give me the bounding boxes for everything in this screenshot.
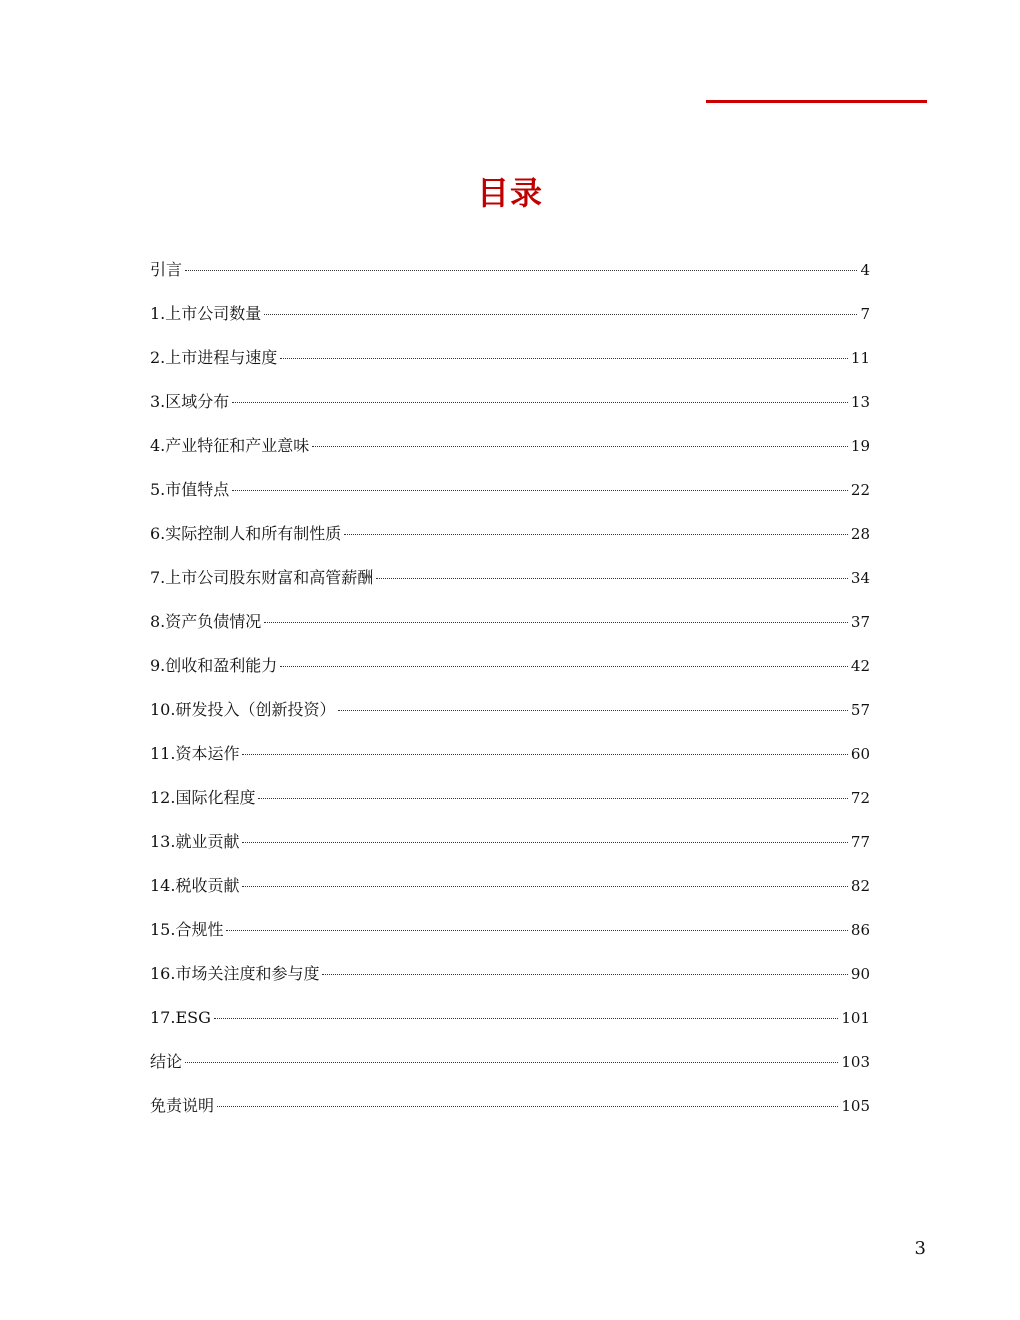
- toc-dot-leader: [264, 314, 857, 315]
- toc-dot-leader: [280, 358, 848, 359]
- toc-entry-page: 86: [850, 921, 870, 939]
- page-title: 目录: [476, 174, 543, 212]
- toc-entry-page: 103: [841, 1053, 870, 1071]
- toc-entry[interactable]: [150, 872, 870, 916]
- toc-dot-leader: [232, 402, 848, 403]
- toc-entry[interactable]: [150, 960, 870, 1004]
- toc-entry-page: 13: [850, 393, 870, 411]
- toc-entry[interactable]: [150, 1048, 870, 1092]
- toc-dot-leader: [226, 930, 847, 931]
- toc-dot-leader: [312, 446, 848, 447]
- toc-entry[interactable]: [150, 916, 870, 960]
- toc-entry-label: 3.区域分布: [150, 392, 230, 411]
- toc-entry-label: 12.国际化程度: [150, 788, 256, 807]
- toc-entry-label: 1.上市公司数量: [150, 304, 262, 323]
- toc-dot-leader: [214, 1018, 838, 1019]
- header-accent-rule: [706, 100, 927, 103]
- toc-entry-label: 8.资产负债情况: [150, 612, 262, 631]
- toc-entry-page: 72: [850, 789, 870, 807]
- toc-dot-leader: [242, 886, 847, 887]
- toc-entry-page: 105: [841, 1097, 870, 1115]
- toc-entry-page: 4: [860, 261, 870, 279]
- toc-entry[interactable]: [150, 476, 870, 520]
- toc-dot-leader: [264, 622, 848, 623]
- toc-entry-label: 13.就业贡献: [150, 832, 240, 851]
- toc-entry-page: 60: [850, 745, 870, 763]
- toc-entry-label: 14.税收贡献: [150, 876, 240, 895]
- toc-dot-leader: [322, 974, 847, 975]
- toc-entry-label: 免责说明: [150, 1096, 215, 1115]
- toc-entry-page: 34: [850, 569, 870, 587]
- toc-dot-leader: [217, 1106, 838, 1107]
- toc-entry-label: 结论: [150, 1052, 183, 1071]
- toc-entry-label: 引言: [150, 260, 183, 279]
- toc-entry[interactable]: [150, 344, 870, 388]
- toc-entry-label: 16.市场关注度和参与度: [150, 964, 320, 983]
- toc-entry-label: 7.上市公司股东财富和高管薪酬: [150, 568, 374, 587]
- toc-entry-label: 11.资本运作: [150, 744, 240, 763]
- toc-entry-label: 2.上市进程与速度: [150, 348, 278, 367]
- toc-entry[interactable]: [150, 432, 870, 476]
- toc-entry-page: 28: [850, 525, 870, 543]
- toc-entry-page: 22: [850, 481, 870, 499]
- toc-entry[interactable]: [150, 520, 870, 564]
- toc-dot-leader: [344, 534, 848, 535]
- toc-entry-page: 19: [850, 437, 870, 455]
- toc-entry-label: 17.ESG: [150, 1008, 211, 1027]
- toc-dot-leader: [376, 578, 848, 579]
- toc-entry-page: 101: [841, 1009, 870, 1027]
- toc-entry-page: 82: [850, 877, 870, 895]
- toc-entry[interactable]: [150, 1092, 870, 1136]
- toc-entry[interactable]: [150, 388, 870, 432]
- toc-entry[interactable]: [150, 828, 870, 872]
- toc-entry[interactable]: [150, 256, 870, 300]
- toc-entry[interactable]: [150, 1004, 870, 1048]
- toc-entry-page: 11: [850, 349, 870, 367]
- toc-entry-label: 9.创收和盈利能力: [150, 656, 278, 675]
- toc-dot-leader: [185, 270, 857, 271]
- toc-entry-label: 4.产业特征和产业意味: [150, 436, 310, 455]
- toc-dot-leader: [185, 1062, 838, 1063]
- toc-dot-leader: [258, 798, 847, 799]
- toc-entry[interactable]: [150, 300, 870, 344]
- toc-entry-label: 10.研发投入（创新投资）: [150, 700, 336, 719]
- toc-entry[interactable]: [150, 784, 870, 828]
- toc-entry[interactable]: [150, 696, 870, 740]
- toc-entry-page: 37: [850, 613, 870, 631]
- toc-entry-label: 5.市值特点: [150, 480, 230, 499]
- toc-entry[interactable]: [150, 608, 870, 652]
- toc-dot-leader: [232, 490, 848, 491]
- toc-entry-page: 90: [850, 965, 870, 983]
- toc-dot-leader: [280, 666, 848, 667]
- toc-dot-leader: [338, 710, 847, 711]
- footer-page-number: 3: [914, 1238, 926, 1259]
- toc-entry-label: 15.合规性: [150, 920, 224, 939]
- toc-entry-label: 6.实际控制人和所有制性质: [150, 524, 342, 543]
- toc-entry[interactable]: [150, 564, 870, 608]
- toc-entry-page: 42: [850, 657, 870, 675]
- toc-entry-page: 7: [860, 305, 870, 323]
- table-of-contents: [150, 256, 870, 1136]
- toc-entry-page: 77: [850, 833, 870, 851]
- toc-entry[interactable]: [150, 740, 870, 784]
- toc-dot-leader: [242, 842, 847, 843]
- toc-dot-leader: [242, 754, 847, 755]
- toc-entry[interactable]: [150, 652, 870, 696]
- toc-entry-page: 57: [850, 701, 870, 719]
